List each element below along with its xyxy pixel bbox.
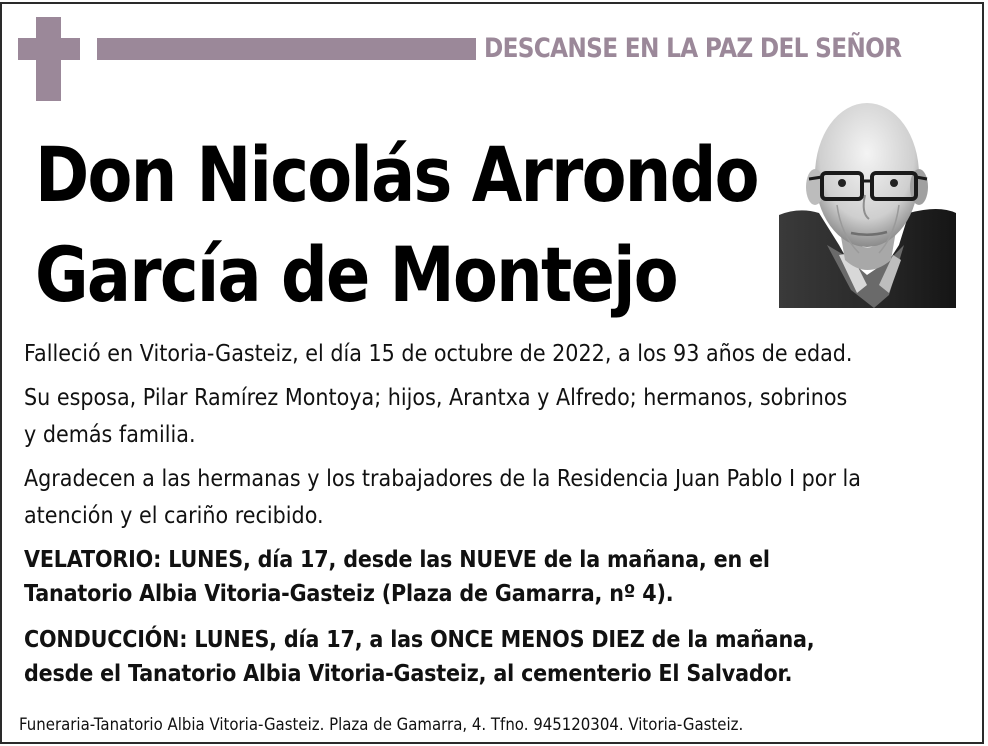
- velatorio-paragraph: [24, 543, 888, 611]
- deceased-name: [35, 125, 758, 325]
- name-line-2: García de Montejo: [35, 230, 677, 319]
- conduccion-line-1: CONDUCCIÓN: LUNES, día 17, a las ONCE MENOS DIEZ de la mañana,: [24, 627, 815, 653]
- tagline: DESCANSE EN LA PAZ DEL SEÑOR: [484, 33, 902, 64]
- portrait-photo: [779, 95, 956, 308]
- family-line-1: Su esposa, Pilar Ramírez Montoya; hijos, Arantxa y Alfredo; hermanos, sobrinos: [24, 385, 848, 411]
- thanks-paragraph: [24, 461, 888, 535]
- family-line-2: y demás familia.: [24, 422, 196, 448]
- name-line-1: Don Nicolás Arrondo: [35, 130, 758, 219]
- header-rule: [97, 38, 476, 60]
- velatorio-line-1: VELATORIO: LUNES, día 17, desde las NUEVE de la mañana, en el: [24, 547, 770, 573]
- thanks-line-2: atención y el cariño recibido.: [24, 503, 324, 529]
- conduccion-line-2: desde el Tanatorio Albia Vitoria-Gasteiz, al cementerio El Salvador.: [24, 661, 793, 687]
- conduccion-paragraph: [24, 623, 888, 691]
- funeral-home-footer: Funeraria-Tanatorio Albia Vitoria-Gasteiz. Plaza de Gamarra, 4. Tfno. 945120304. Vitoria-Gasteiz.: [19, 715, 744, 735]
- death-notice: Falleció en Vitoria-Gasteiz, el día 15 de octubre de 2022, a los 93 años de edad.: [24, 341, 853, 367]
- thanks-line-1: Agradecen a las hermanas y los trabajadores de la Residencia Juan Pablo I por la: [24, 466, 861, 492]
- velatorio-line-2: Tanatorio Albia Vitoria-Gasteiz (Plaza de Gamarra, nº 4).: [24, 581, 674, 607]
- family-paragraph: [24, 380, 888, 454]
- cross-horizontal-bar: [18, 38, 80, 60]
- portrait-image: [779, 95, 956, 308]
